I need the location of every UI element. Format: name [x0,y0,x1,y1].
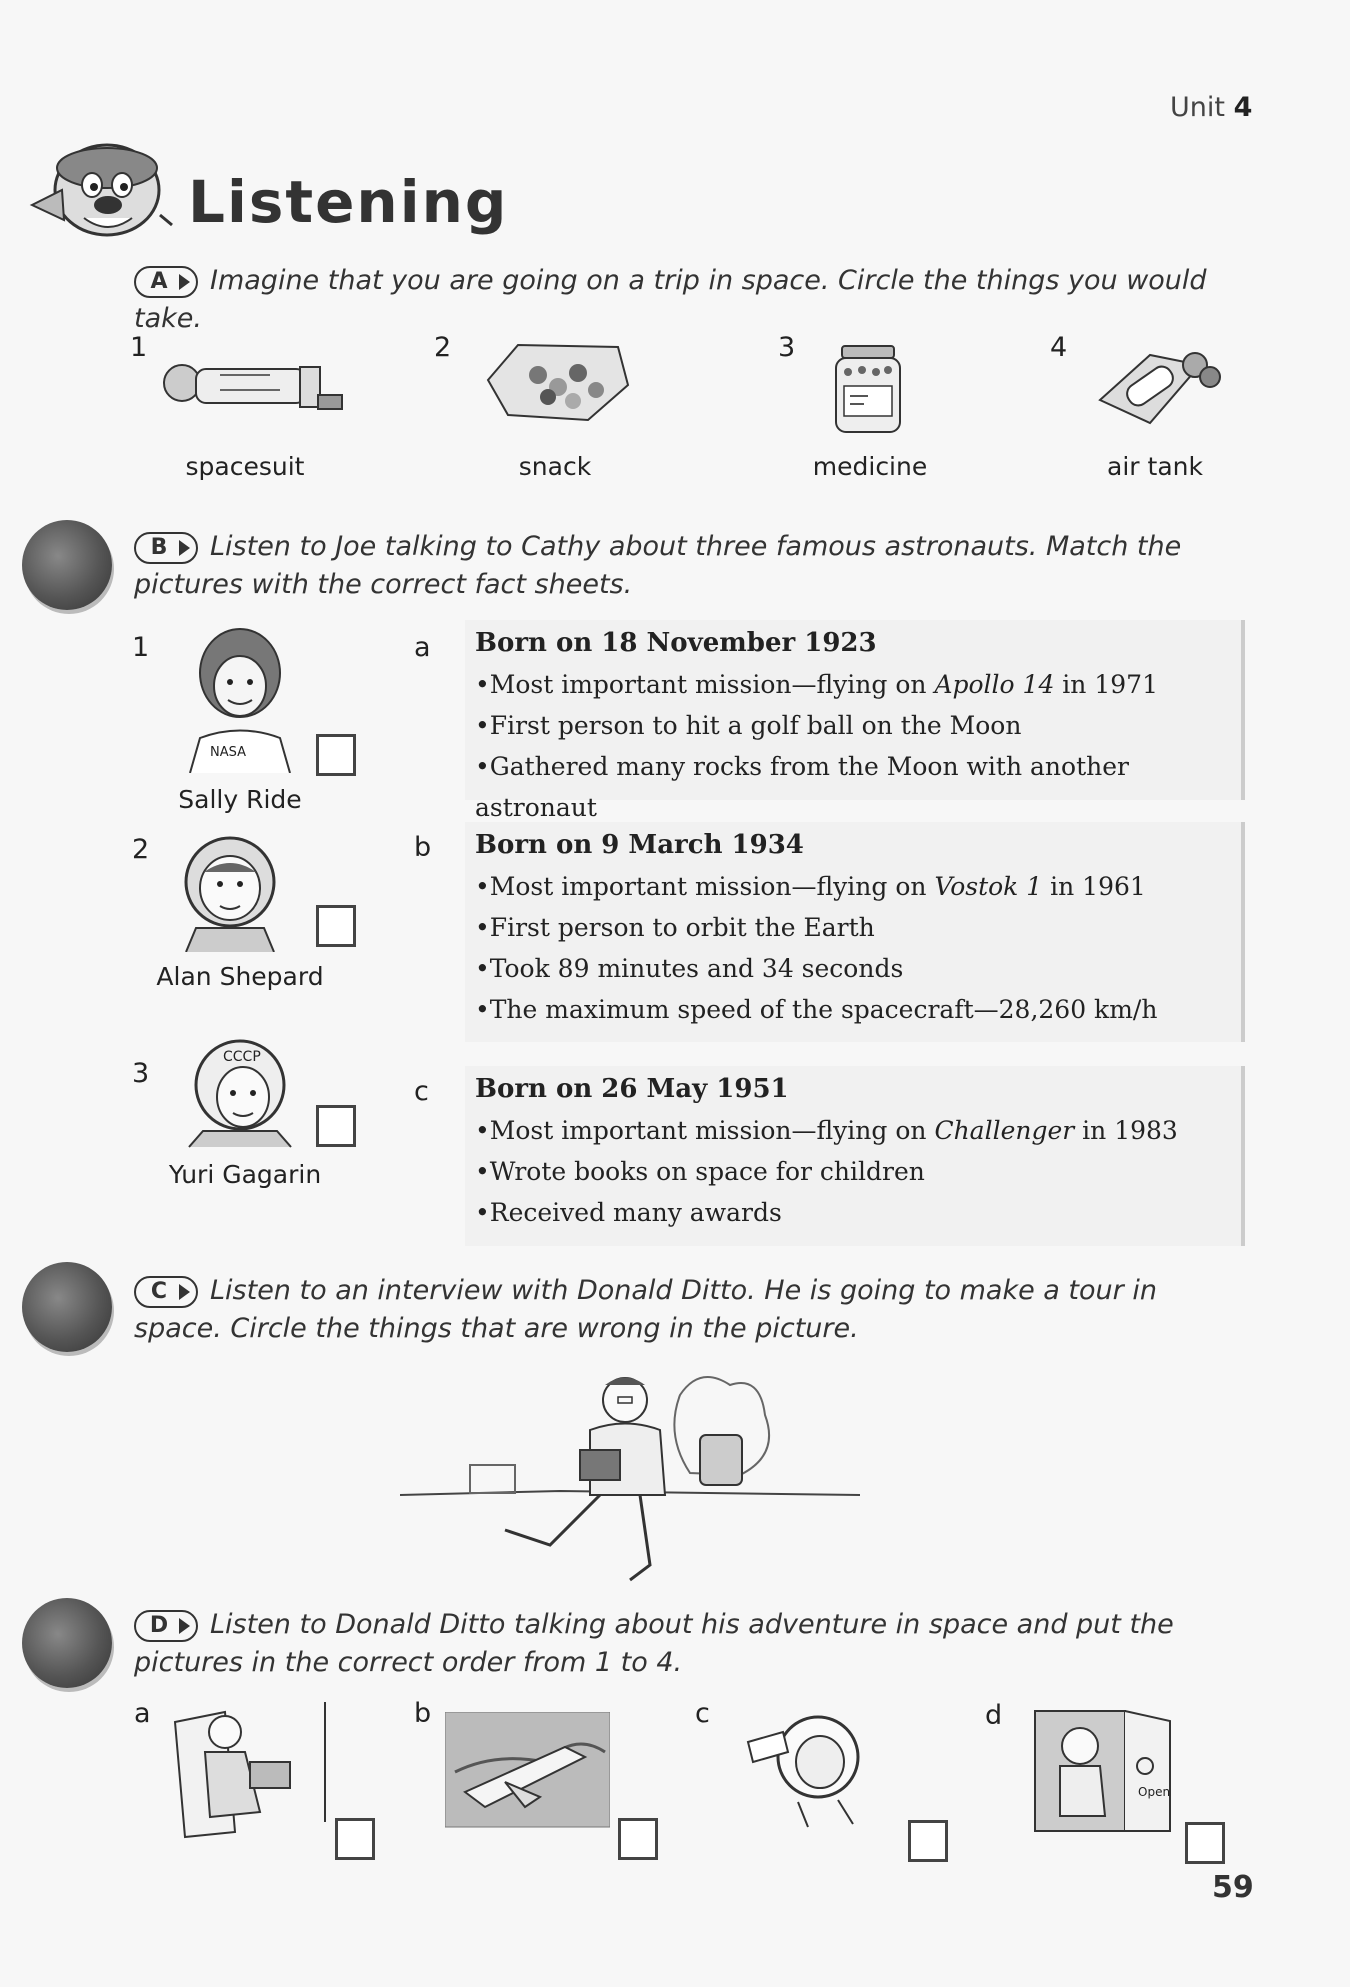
astronaut-number: 2 [132,834,150,865]
play-icon [179,540,190,556]
picture-letter: a [134,1698,151,1729]
air-tank-icon [1090,345,1230,430]
section-title: Listening [188,168,509,236]
picture-letter: b [414,1698,432,1729]
fact-letter: a [414,632,431,663]
astronaut-name: Alan Shepard [156,962,324,991]
fact-bullet: • Most important mission—flying on Challenger in 1983 [475,1110,1241,1151]
fact-heading: Born on 18 November 1923 [475,628,877,658]
shuttle-scene-icon [445,1712,610,1832]
item-number: 2 [434,332,452,363]
astronaut-name: Sally Ride [178,785,302,814]
fact-heading: Born on 26 May 1951 [475,1074,789,1104]
fact-sheet-b [465,822,1245,1042]
fact-sheet-c [465,1066,1245,1246]
answer-box[interactable] [316,905,356,947]
astronaut-number: 3 [132,1058,150,1089]
spacesuit-icon [150,345,350,425]
yuri-gagarin-portrait-icon [185,1035,295,1150]
section-a-badge: A [134,266,198,298]
audio-icon [22,1262,112,1352]
section-b-badge: B [134,532,198,564]
audio-icon [22,1598,112,1688]
donald-ditto-illustration-icon [400,1355,860,1585]
fact-bullet: • Most important mission—flying on Apollo 14 in 1971 [475,664,1241,705]
section-a-instruction: A Imagine that you are going on a trip in space. Circle the things you would take. [134,265,1207,334]
nasa-badge-text: NASA [210,745,247,760]
fact-bullet: • The maximum speed of the spacecraft—28,260 km/h [475,989,1241,1030]
answer-box[interactable] [1185,1822,1225,1864]
fact-heading: Born on 9 March 1934 [475,830,804,860]
astronaut-number: 1 [132,632,150,663]
page-number: 59 [1212,1870,1254,1905]
medicine-icon [828,342,908,437]
play-icon [179,1618,190,1634]
fact-bullet: • Received many awards [475,1192,1241,1233]
section-d-instruction: D Listen to Donald Ditto talking about his adventure in space and put the pictures in the correct order from 1 to 4. [134,1609,1174,1678]
answer-box[interactable] [335,1818,375,1860]
floating-astronaut-scene-icon [738,1702,888,1832]
fact-letter: c [414,1076,429,1107]
item-caption: spacesuit [185,452,305,481]
play-icon [179,1284,190,1300]
answer-box[interactable] [316,734,356,776]
item-number: 1 [130,332,148,363]
item-caption: snack [518,452,592,481]
hatch-door-scene-icon [1030,1706,1175,1841]
alan-shepard-portrait-icon [180,832,280,952]
astronaut-name: Yuri Gagarin [168,1160,322,1189]
audio-icon [22,520,112,610]
picture-letter: d [985,1700,1003,1731]
item-caption: air tank [1107,452,1203,481]
picture-letter: c [695,1698,710,1729]
unit-label: Unit 4 [1170,92,1253,123]
item-number: 3 [778,332,796,363]
section-c-instruction: C Listen to an interview with Donald Ditto. He is going to make a tour in space. Circle the things that are wrong in the picture. [134,1275,1157,1344]
fact-bullet: • Most important mission—flying on Vostok 1 in 1961 [475,866,1241,907]
fact-bullet: • First person to orbit the Earth [475,907,1241,948]
item-number: 4 [1050,332,1068,363]
mascot-icon [22,130,187,250]
item-caption: medicine [812,452,928,481]
fact-sheet-a [465,620,1245,822]
fact-letter: b [414,832,432,863]
cccp-helmet-text: CCCP [223,1049,261,1065]
section-b-instruction: B Listen to Joe talking to Cathy about three famous astronauts. Match the pictures with the correct fact sheets. [134,531,1182,600]
play-icon [179,274,190,290]
fact-bullet: • Took 89 minutes and 34 seconds [475,948,1241,989]
answer-box[interactable] [908,1820,948,1862]
door-open-text: Open [1138,1785,1171,1799]
section-d-badge: D [134,1610,198,1642]
fact-bullet: • Wrote books on space for children [475,1151,1241,1192]
section-c-badge: C [134,1276,198,1308]
astronaut-seat-scene-icon [165,1702,335,1847]
fact-bullet: • First person to hit a golf ball on the Moon [475,705,1241,746]
answer-box[interactable] [316,1105,356,1147]
snack-icon [478,335,638,425]
sally-ride-portrait-icon [180,628,300,773]
answer-box[interactable] [618,1818,658,1860]
fact-bullet: • Gathered many rocks from the Moon with another astronaut [475,746,1241,828]
